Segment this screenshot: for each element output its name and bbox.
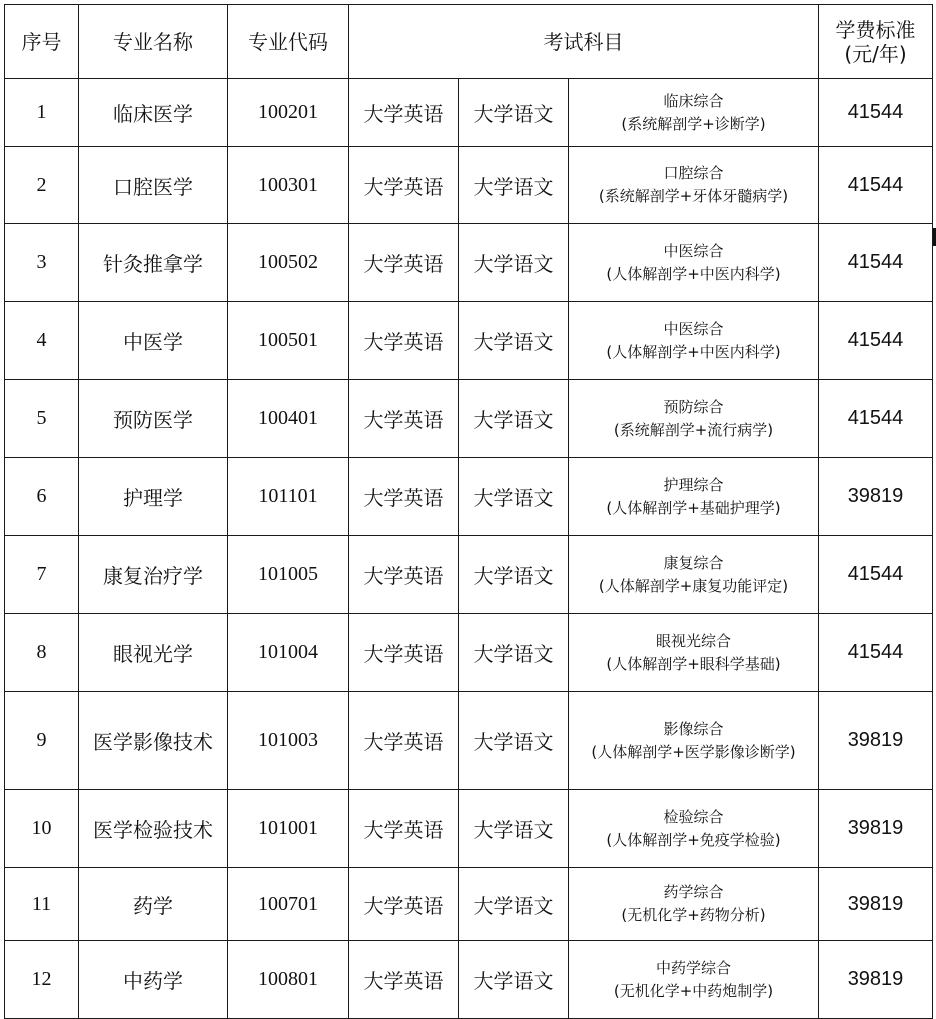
admission-majors-table [4,4,933,1019]
row-index: 10 [5,790,79,868]
row-comprehensive [569,79,819,147]
comprehensive-title: 护理综合 [663,475,724,494]
row-tuition: 41544 [819,147,933,224]
comprehensive-detail: (人体解剖学+中医内科学) [606,342,781,361]
row-major-code: 100502 [228,224,349,302]
comprehensive-detail: (无机化学+中药炮制学) [613,981,774,1000]
table-row [5,941,933,1019]
comprehensive-title: 检验综合 [663,807,724,826]
comprehensive-detail: (无机化学+药物分析) [621,906,766,924]
row-comprehensive [569,536,819,614]
row-subject-chinese: 大学语文 [459,692,569,790]
row-subject-chinese: 大学语文 [459,458,569,536]
row-tuition: 39819 [819,868,933,941]
comprehensive-title: 药学综合 [663,883,724,901]
table-row [5,458,933,536]
comprehensive-title: 中医综合 [663,319,724,338]
row-comprehensive [569,790,819,868]
row-subject-chinese: 大学语文 [459,536,569,614]
row-tuition: 41544 [819,614,933,692]
row-index: 7 [5,536,79,614]
row-subject-chinese: 大学语文 [459,614,569,692]
table-row [5,380,933,458]
row-index: 8 [5,614,79,692]
table-row [5,614,933,692]
row-subject-english: 大学英语 [349,380,459,458]
row-major-name: 医学检验技术 [79,790,228,868]
row-index: 11 [5,868,79,941]
header-row [5,5,933,79]
table-row [5,224,933,302]
table-row [5,147,933,224]
table-row [5,79,933,147]
row-subject-english: 大学英语 [349,941,459,1019]
row-major-name: 针灸推拿学 [79,224,228,302]
row-major-name: 眼视光学 [79,614,228,692]
row-major-name: 口腔医学 [79,147,228,224]
row-major-code: 100801 [228,941,349,1019]
row-index: 9 [5,692,79,790]
comprehensive-title: 中药学综合 [655,958,731,977]
row-comprehensive [569,224,819,302]
comprehensive-title: 预防综合 [663,397,724,416]
comprehensive-detail: (系统解剖学+流行病学) [613,420,774,439]
header-tuition [819,5,933,79]
row-comprehensive [569,692,819,790]
row-comprehensive [569,941,819,1019]
row-major-name: 医学影像技术 [79,692,228,790]
row-major-name: 中医学 [79,302,228,380]
row-tuition: 39819 [819,692,933,790]
comprehensive-detail: (系统解剖学+牙体牙髓病学) [598,187,789,205]
row-major-code: 101003 [228,692,349,790]
row-subject-chinese: 大学语文 [459,302,569,380]
row-subject-english: 大学英语 [349,536,459,614]
row-major-code: 101005 [228,536,349,614]
row-tuition: 39819 [819,790,933,868]
table-row [5,302,933,380]
comprehensive-title: 影像综合 [663,719,724,738]
row-tuition: 41544 [819,224,933,302]
row-comprehensive [569,868,819,941]
row-major-name: 预防医学 [79,380,228,458]
row-index: 1 [5,79,79,147]
row-tuition: 39819 [819,458,933,536]
row-subject-english: 大学英语 [349,147,459,224]
row-major-code: 100201 [228,79,349,147]
row-major-code: 100401 [228,380,349,458]
comprehensive-detail: (人体解剖学+基础护理学) [606,498,781,517]
table-row [5,536,933,614]
row-subject-chinese: 大学语文 [459,941,569,1019]
row-subject-english: 大学英语 [349,868,459,941]
row-comprehensive [569,147,819,224]
comprehensive-detail: (系统解剖学+诊断学) [621,114,766,133]
header-major-code: 专业代码 [228,5,349,79]
comprehensive-title: 口腔综合 [663,164,724,182]
row-subject-english: 大学英语 [349,79,459,147]
comprehensive-detail: (人体解剖学+眼科学基础) [606,654,781,673]
row-subject-chinese: 大学语文 [459,224,569,302]
comprehensive-detail: (人体解剖学+医学影像诊断学) [591,742,796,761]
row-major-name: 中药学 [79,941,228,1019]
table-row [5,790,933,868]
row-subject-chinese: 大学语文 [459,380,569,458]
row-subject-english: 大学英语 [349,692,459,790]
header-major-name: 专业名称 [79,5,228,79]
row-major-name: 护理学 [79,458,228,536]
header-tuition-line1: 学费标准 [835,17,916,42]
row-tuition: 41544 [819,380,933,458]
comprehensive-detail: (人体解剖学+免疫学检验) [606,830,781,849]
row-index: 2 [5,147,79,224]
row-index: 5 [5,380,79,458]
row-tuition: 41544 [819,536,933,614]
row-major-code: 101101 [228,458,349,536]
row-major-code: 101001 [228,790,349,868]
row-comprehensive [569,458,819,536]
row-subject-chinese: 大学语文 [459,790,569,868]
comprehensive-title: 中医综合 [663,241,724,260]
comprehensive-title: 临床综合 [663,91,724,110]
row-major-name: 药学 [79,868,228,941]
row-comprehensive [569,302,819,380]
row-subject-chinese: 大学语文 [459,79,569,147]
row-subject-english: 大学英语 [349,302,459,380]
table-row [5,692,933,790]
header-index: 序号 [5,5,79,79]
comprehensive-title: 康复综合 [663,553,724,572]
row-comprehensive [569,380,819,458]
row-major-code: 100301 [228,147,349,224]
row-tuition: 41544 [819,79,933,147]
row-major-name: 康复治疗学 [79,536,228,614]
row-index: 3 [5,224,79,302]
row-subject-english: 大学英语 [349,458,459,536]
row-index: 12 [5,941,79,1019]
table-row [5,868,933,941]
row-subject-chinese: 大学语文 [459,147,569,224]
row-subject-english: 大学英语 [349,790,459,868]
row-major-code: 100501 [228,302,349,380]
header-exam-subjects: 考试科目 [349,5,819,79]
row-subject-chinese: 大学语文 [459,868,569,941]
row-subject-english: 大学英语 [349,224,459,302]
comprehensive-detail: (人体解剖学+中医内科学) [606,264,781,283]
row-subject-english: 大学英语 [349,614,459,692]
header-tuition-line2: (元/年) [844,41,907,66]
row-tuition: 39819 [819,941,933,1019]
row-index: 4 [5,302,79,380]
row-major-name: 临床医学 [79,79,228,147]
comprehensive-title: 眼视光综合 [655,631,731,650]
row-tuition: 41544 [819,302,933,380]
row-comprehensive [569,614,819,692]
row-major-code: 100701 [228,868,349,941]
comprehensive-detail: (人体解剖学+康复功能评定) [598,576,789,595]
row-index: 6 [5,458,79,536]
row-major-code: 101004 [228,614,349,692]
